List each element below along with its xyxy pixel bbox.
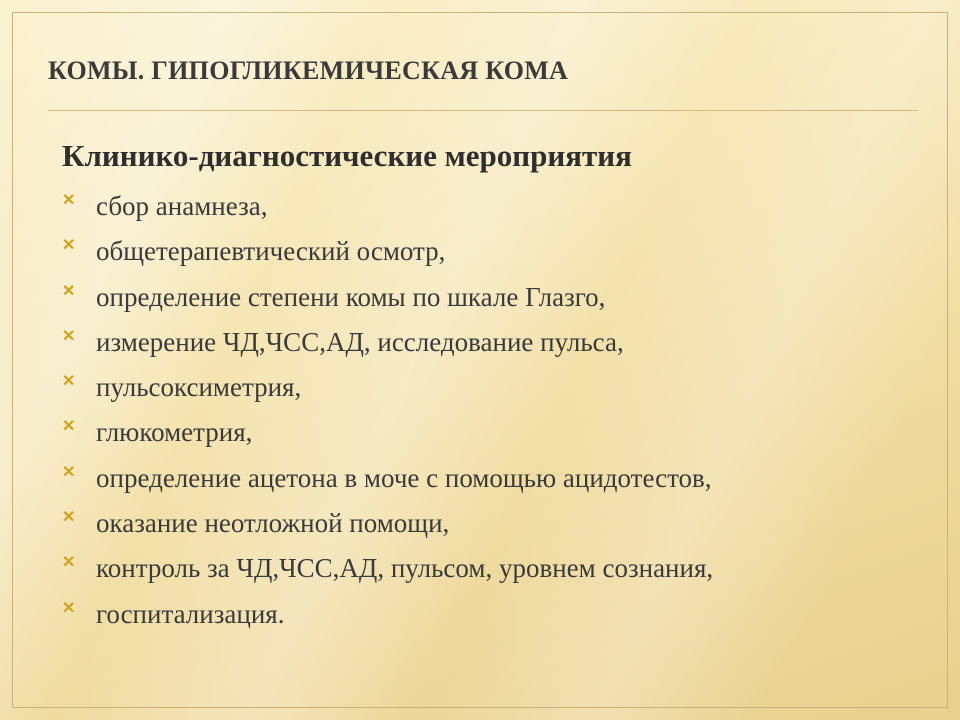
x-mark-icon: ✕ <box>62 554 76 572</box>
x-mark-icon: ✕ <box>62 418 76 436</box>
x-mark-icon: ✕ <box>62 373 76 391</box>
list-item-text: сбор анамнеза, <box>96 191 268 221</box>
list-item <box>62 548 922 593</box>
list-item <box>62 503 922 548</box>
list-item <box>62 594 922 639</box>
list-item-text: определение степени комы по шкале Глазго, <box>96 281 606 312</box>
list-item <box>62 186 922 231</box>
list-item <box>62 458 922 503</box>
list-item-text: общетерапевтический осмотр, <box>96 236 446 267</box>
section-heading: Клинико-диагностические мероприятия <box>62 138 632 173</box>
list-item-text: госпитализация. <box>96 598 285 629</box>
list-item <box>62 367 922 412</box>
list-item-text: определение ацетона в моче с помощью ацидотестов, <box>96 462 712 493</box>
list-item-text: контроль за ЧД,ЧСС,АД, пульсом, уровнем сознания, <box>96 553 714 584</box>
x-mark-icon: ✕ <box>62 237 76 255</box>
list-item-text: оказание неотложной помощи, <box>96 508 450 539</box>
list-item <box>62 231 922 276</box>
list-item-text: глюкометрия, <box>96 417 253 448</box>
x-mark-icon: ✕ <box>62 282 76 300</box>
x-mark-icon: ✕ <box>62 463 76 481</box>
list-item-text: измерение ЧД,ЧСС,АД, исследование пульса, <box>96 326 624 357</box>
x-mark-icon: ✕ <box>62 192 76 209</box>
title-divider <box>48 110 918 111</box>
slide-title: КОМЫ. ГИПОГЛИКЕМИЧЕСКАЯ КОМА <box>48 56 569 85</box>
x-mark-icon: ✕ <box>62 509 76 527</box>
bullet-list <box>62 186 922 639</box>
list-item-text: пульсоксиметрия, <box>96 372 302 403</box>
x-mark-icon: ✕ <box>62 599 76 617</box>
list-item <box>62 412 922 457</box>
list-item <box>62 322 922 367</box>
x-mark-icon: ✕ <box>62 327 76 345</box>
list-item <box>62 277 922 322</box>
